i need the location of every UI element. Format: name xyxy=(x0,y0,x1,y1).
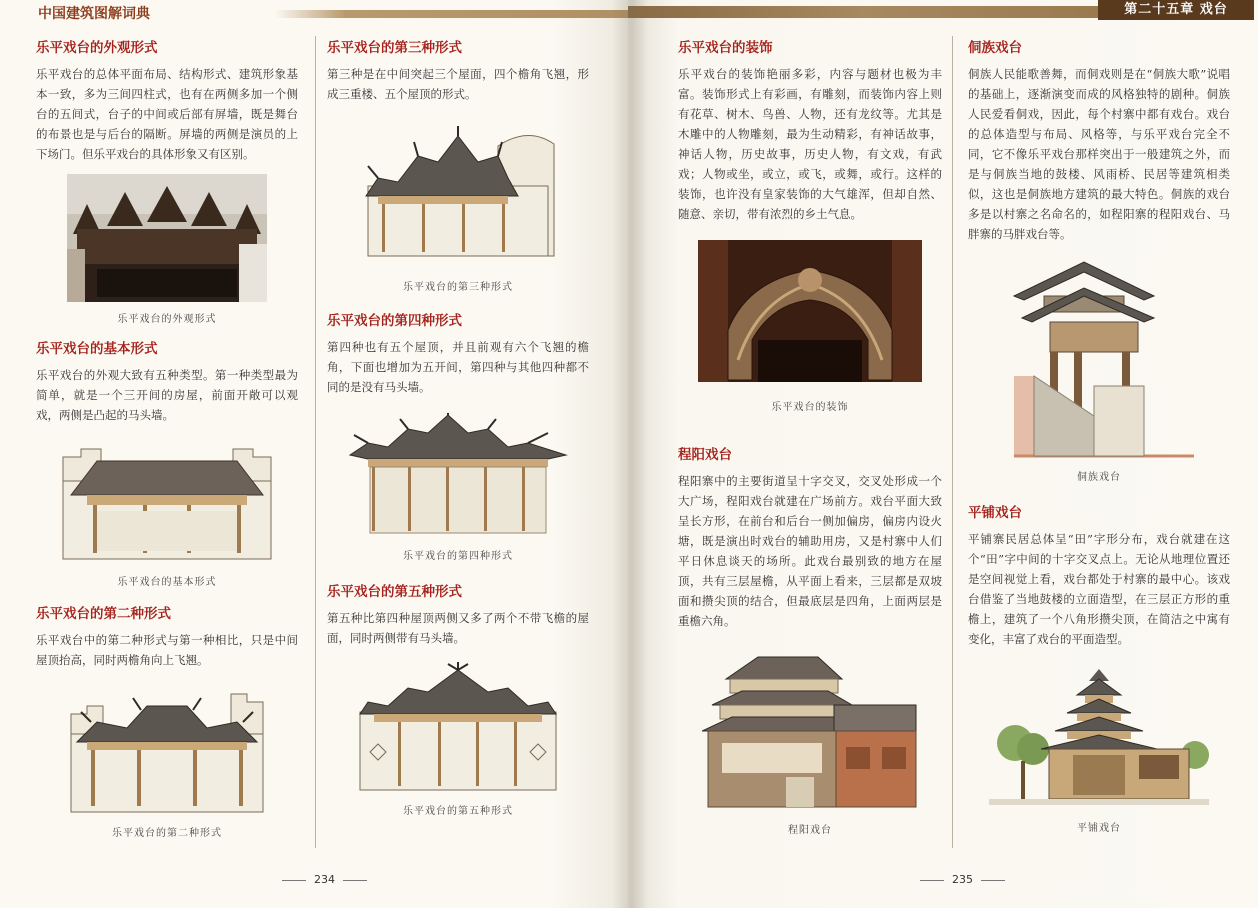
section-text: 乐平戏台的外观大致有五种类型。第一种类型最为简单，就是一个三开间的房屋，前面开敞可以观戏，两侧是凸起的马头墙。 xyxy=(36,368,298,422)
column-divider xyxy=(952,36,953,848)
section-heading: 平铺戏台 xyxy=(968,505,1022,521)
pingpu-stage-drawing xyxy=(989,669,1209,809)
section-heading: 乐平戏台的第五种形式 xyxy=(327,584,462,600)
stage-drawing-second xyxy=(67,684,267,814)
chapter-title: 第二十五章 戏台 xyxy=(1098,0,1254,20)
book-title: 中国建筑图解词典 xyxy=(38,6,150,22)
left-page xyxy=(0,0,628,908)
right-column-1 xyxy=(678,36,942,836)
figure-caption: 乐平戏台的外观形式 xyxy=(117,314,217,325)
decoration-photo xyxy=(698,240,922,382)
figure-caption: 乐平戏台的第五种形式 xyxy=(403,806,513,817)
stage-drawing-fourth xyxy=(348,413,568,535)
section-text: 程阳寨中的主要街道呈十字交叉，交叉处形成一个大广场，程阳戏台就建在广场前方。戏台平面大致呈长方形，在前台和后台一侧加偏房，偏房内设火塘，既是演出时戏台的辅助用房，又是村寨中人们平日休息谈天的场所。此戏台最别致的地方在屋顶，共有三层屋檐，从平面上看来，三层都是双坡面和攒尖顶的结合，但最底层是四角，上面两层是重檐六角。 xyxy=(678,474,942,628)
right-page xyxy=(628,0,1258,908)
section-text: 第五种比第四种屋顶两侧又多了两个不带飞檐的屋面，同时两侧带有马头墙。 xyxy=(327,611,589,645)
stage-drawing-fifth xyxy=(358,662,558,792)
section-text: 乐平戏台的装饰艳丽多彩，内容与题材也极为丰富。装饰形式上有彩画，有雕刻，而装饰内容上则有花草、树木、鸟兽、人物，还有龙纹等。尤其是木雕中的人物雕刻，最为生动精彩，有神话故事，神话人物，历史故事，历史人物，有文戏，有武戏；人物或坐，或立，或飞，或舞，或行。这样的装饰，也许没有皇家装饰的大气雄浑，但却自然、随意、亲切，带有浓烈的乡土气息。 xyxy=(678,67,942,221)
page-number: 234 xyxy=(274,873,375,886)
left-column-2 xyxy=(327,36,589,817)
section-text: 乐平戏台的总体平面布局、结构形式、建筑形象基本一致，多为三间四柱式，也有在两侧多加一个侧台的五间式，台子的中间或后部有屏墙，既是舞台的布景也是与后台的隔断。屏墙的两侧是演员的上下场门。但乐平戏台的具体形象又有区别。 xyxy=(36,67,298,161)
section-heading: 侗族戏台 xyxy=(968,40,1022,56)
section-text: 侗族人民能歌善舞，而侗戏则是在“侗族大歌”说唱的基础上，逐渐演变而成的风格独特的剧种。侗族人民爱看侗戏，因此，每个村寨中都有戏台。戏台的总体造型与布局、风格等，与乐平戏台完全不同，它不像乐平戏台那样突出于一般建筑之外，而是与侗族当地的鼓楼、风雨桥、民居等建筑相类似，这也是侗族地方建筑的最大特色。侗族的戏台多是以村寨之名命名的，如程阳寨的程阳戏台、马胖寨的马胖戏台等。 xyxy=(968,67,1230,241)
chengyang-stage-drawing xyxy=(702,651,918,811)
stage-photo xyxy=(67,174,267,302)
figure-caption: 乐平戏台的第四种形式 xyxy=(403,551,513,562)
figure-caption: 乐平戏台的第三种形式 xyxy=(403,282,513,293)
figure-caption: 乐平戏台的装饰 xyxy=(771,402,849,413)
section-text: 乐平戏台中的第二种形式与第一种相比，只是中间屋顶抬高，同时两檐角向上飞翘。 xyxy=(36,633,298,667)
left-header xyxy=(0,0,628,22)
section-heading: 乐平戏台的第四种形式 xyxy=(327,313,462,329)
stage-drawing-third xyxy=(358,126,558,266)
section-heading: 乐平戏台的外观形式 xyxy=(36,40,158,56)
section-heading: 程阳戏台 xyxy=(678,447,732,463)
book-spine xyxy=(612,0,648,908)
figure-caption: 乐平戏台的第二种形式 xyxy=(112,828,222,839)
section-text: 第三种是在中间突起三个屋面，四个檐角飞翘，形成三重楼、五个屋顶的形式。 xyxy=(327,67,589,101)
header-bar xyxy=(628,6,1098,18)
figure-caption: 侗族戏台 xyxy=(1077,472,1121,483)
section-text: 第四种也有五个屋顶，并且前观有六个飞翘的檐角，下面也增加为五开间，第四种与其他四种都不同的是没有马头墙。 xyxy=(327,340,589,394)
dong-stage-drawing xyxy=(1004,256,1194,460)
page-number: 235 xyxy=(912,873,1013,886)
section-heading: 乐平戏台的装饰 xyxy=(678,40,773,56)
figure-caption: 乐平戏台的基本形式 xyxy=(117,577,217,588)
section-heading: 乐平戏台的第三种形式 xyxy=(327,40,462,56)
section-text: 平铺寨民居总体呈“田”字形分布，戏台就建在这个“田”字中间的十字交叉点上。无论从地理位置还是空间视觉上看，戏台都处于村寨的最中心。该戏台借鉴了当地鼓楼的立面造型，在三层正方形的重檐上，建筑了一个八角形攒尖顶，在简洁之中寓有变化，丰富了戏台的平面造型。 xyxy=(968,532,1230,646)
header-bar xyxy=(275,10,628,18)
column-divider xyxy=(315,36,316,848)
section-heading: 乐平戏台的基本形式 xyxy=(36,341,158,357)
stage-drawing-basic xyxy=(57,441,277,561)
right-header xyxy=(628,0,1258,22)
right-column-2 xyxy=(968,36,1230,834)
left-column-1 xyxy=(36,36,298,839)
figure-caption: 平铺戏台 xyxy=(1077,823,1121,834)
figure-caption: 程阳戏台 xyxy=(788,825,832,836)
section-heading: 乐平戏台的第二种形式 xyxy=(36,606,171,622)
